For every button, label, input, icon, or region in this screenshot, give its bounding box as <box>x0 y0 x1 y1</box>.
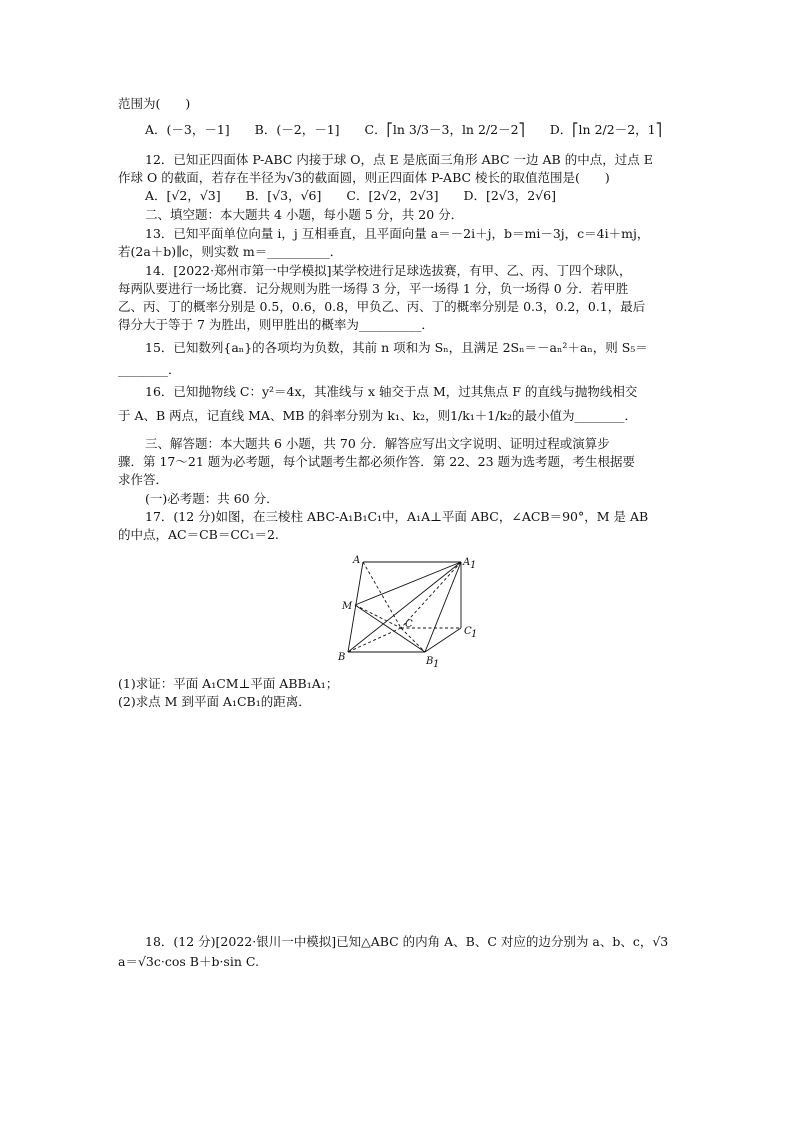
q14-line2: 每两队要进行一场比赛．记分规则为胜一场得 3 分，平一场得 1 分，负一场得 0 分．若甲胜 <box>118 281 629 296</box>
label-B1-sub: 1 <box>433 659 440 670</box>
q12-line1: 12．已知正四面体 P-ABC 内接于球 O，点 E 是底面三角形 ABC 一边 AB 的中点，过点 E <box>145 152 653 167</box>
edge-A1B1 <box>425 562 461 652</box>
section3-line1: 三、解答题：本大题共 6 小题，共 70 分．解答应写出文字说明、证明过程或演算步 <box>145 436 610 451</box>
q15-line1: 15．已知数列{aₙ}的各项均为负数，其前 n 项和为 Sₙ，且满足 2Sₙ＝－aₙ²＋aₙ，则 S₅＝ <box>145 340 648 355</box>
label-C1: C <box>464 626 472 637</box>
label-B1: B <box>426 656 434 667</box>
edge-MB1 <box>355 605 425 652</box>
section3-line3: 求作答． <box>118 472 169 487</box>
q11-tail: 范围为( ) <box>118 96 191 111</box>
q14-line3: 乙、丙、丁的概率分别是 0.5，0.6，0.8，甲负乙、丙、丁的概率分别是 0.3，0.2，0.1，最后 <box>118 299 646 314</box>
q18-line1: 18．(12 分)[2022·银川一中模拟]已知△ABC 的内角 A、B、C 对应的边分别为 a、b、c，√3 <box>145 934 669 949</box>
q13-line1: 13．已知平面单位向量 i，j 互相垂直，且平面向量 a＝－2i＋j，b＝mi－3j，c＝4i＋mj， <box>145 226 650 241</box>
section2-heading: 二、填空题：本大题共 4 小题，每小题 5 分，共 20 分． <box>145 207 464 222</box>
prism-figure <box>333 548 483 674</box>
q11-options: A．(－3，－1] B．(－2，－1] C．⎡ln 3/3－3，ln 2/2－2⎤ D．⎡ln 2/2－2，1⎤ <box>145 122 662 137</box>
q12-options: A．[√2，√3] B．[√3，√6] C．[2√2，2√3] D．[2√3，2√6] <box>145 188 556 203</box>
edge-A1M <box>355 562 461 605</box>
q17-part2: (2)求点 M 到平面 A₁CB₁的距离． <box>118 694 311 709</box>
label-C: C <box>405 619 413 630</box>
label-M: M <box>342 601 353 612</box>
q12-line2: 作球 O 的截面，若存在半径为√3的截面圆，则正四面体 P-ABC 棱长的取值范围是( ) <box>118 170 610 185</box>
q18-line2: a＝√3c·cos B＋b·sin C. <box>118 954 259 969</box>
label-A1-sub: 1 <box>470 560 477 571</box>
section3-line2: 骤．第 17～21 题为必考题，每个试题考生都必须作答．第 22、23 题为选考题，考生根据要 <box>118 454 636 469</box>
label-B: B <box>338 652 346 663</box>
q16-line1: 16．已知抛物线 C：y²＝4x，其准线与 x 轴交于点 M，过其焦点 F 的直线与抛物线相交 <box>145 384 638 399</box>
edge-B1C1 <box>425 628 461 652</box>
q16-line2: 于 A、B 两点，记直线 MA、MB 的斜率分别为 k₁、k₂，则1/k₁＋1/k₂的最小值为________． <box>118 408 638 423</box>
label-A1: A <box>463 557 471 568</box>
q14-line4: 得分大于等于 7 为胜出，则甲胜出的概率为__________． <box>118 317 434 332</box>
label-A: A <box>353 555 361 566</box>
q17-line2: 的中点，AC＝CB＝CC₁＝2. <box>118 527 279 542</box>
label-C1-sub: 1 <box>471 629 478 640</box>
edge-CB1 <box>401 628 425 652</box>
q17-line1: 17．(12 分)如图，在三棱柱 ABC-A₁B₁C₁中，A₁A⊥平面 ABC，∠ACB＝90°，M 是 AB <box>145 509 649 524</box>
q17-part1: (1)求证：平面 A₁CM⊥平面 ABB₁A₁； <box>118 676 339 691</box>
section3-sub: (一)必考题：共 60 分． <box>145 491 279 506</box>
q14-line1: 14．[2022·郑州市第一中学模拟]某学校进行足球选拔赛，有甲、乙、丙、丁四个球队， <box>145 263 632 278</box>
q15-line2: ________． <box>118 362 181 377</box>
edge-CB <box>348 628 401 652</box>
q13-line2: 若(2a＋b)∥c，则实数 m＝__________． <box>118 244 343 259</box>
